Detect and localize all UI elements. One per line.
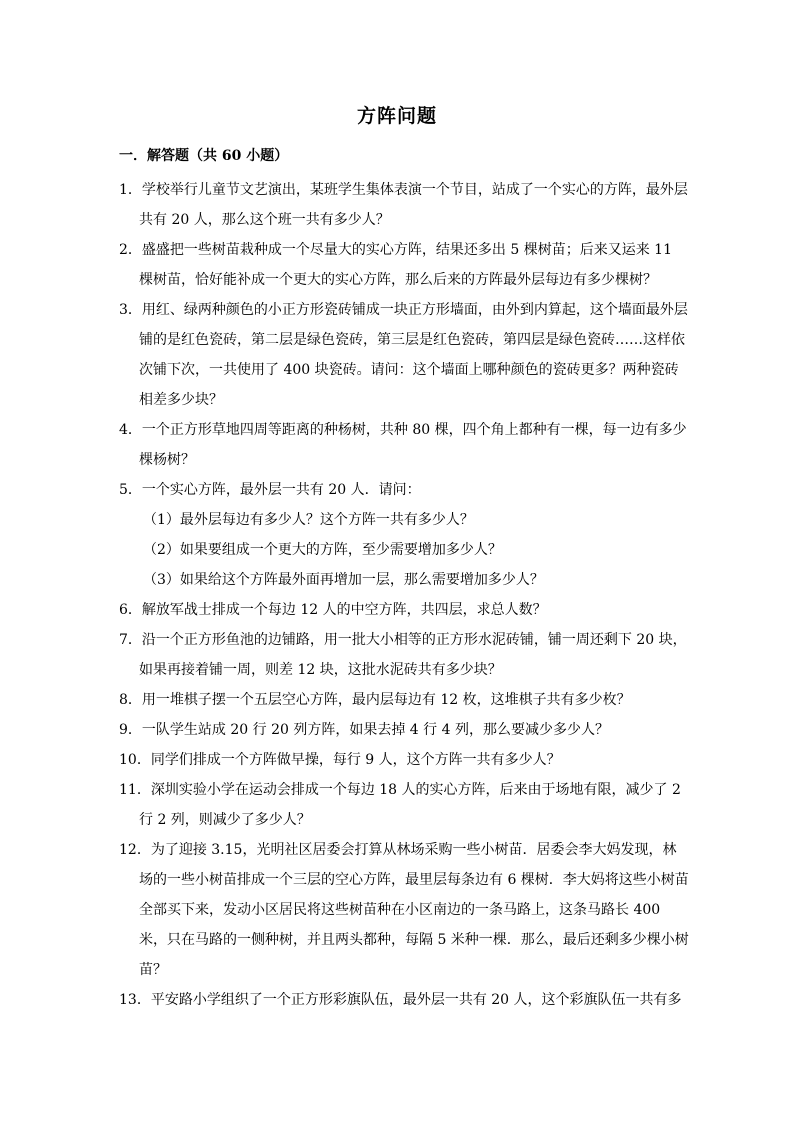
- question-text: 用红、绿两种颜色的小正方形瓷砖铺成一块正方形墙面，由外到内算起，这个墙面最外层铺的是红色瓷砖，第二层是绿色瓷砖，第三层是红色瓷砖，第四层是绿色瓷砖……这样依次铺下次，一共使用了 400 块瓷砖。请问：这个墙面上哪种颜色的瓷砖更多？两种瓷砖相差多少块？: [139, 302, 688, 408]
- question-text: 一个实心方阵，最外层一共有 20 人．请问：: [141, 482, 421, 498]
- question-number: 1．: [119, 182, 142, 198]
- question-number: 7．: [119, 632, 142, 648]
- question-3: [119, 295, 689, 415]
- question-2: [119, 235, 689, 295]
- question-text: 同学们排成一个方阵做早操，每行 9 人，这个方阵一共有多少人？: [150, 752, 561, 768]
- question-number: 4．: [119, 422, 142, 438]
- question-5: [119, 475, 689, 505]
- question-1: [119, 175, 689, 235]
- question-text: 用一堆棋子摆一个五层空心方阵，最内层每边有 12 枚，这堆棋子共有多少枚？: [141, 692, 631, 708]
- question-number: 8．: [119, 692, 142, 708]
- question-number: 2．: [119, 242, 142, 258]
- question-number: 6．: [119, 602, 142, 618]
- question-number: 13．: [119, 992, 151, 1008]
- question-7: [119, 625, 689, 685]
- question-4: [119, 415, 689, 475]
- question-13: [119, 985, 689, 1015]
- question-text: 一队学生站成 20 行 20 列方阵，如果去掉 4 行 4 列，那么要减少多少人？: [141, 722, 609, 738]
- question-12: [119, 835, 689, 985]
- question-5-part-2: （2）如果要组成一个更大的方阵，至少需要增加多少人？: [143, 542, 502, 558]
- section-heading: 一．解答题（共 60 小题）: [119, 148, 289, 164]
- question-9: [119, 715, 689, 745]
- question-text: 学校举行儿童节文艺演出，某班学生集体表演一个节目，站成了一个实心的方阵，最外层共有 20 人，那么这个班一共有多少人？: [139, 182, 688, 228]
- question-text: 深圳实验小学在运动会排成一个每边 18 人的实心方阵，后来由于场地有限，减少了 2 行 2 列，则减少了多少人？: [139, 782, 681, 828]
- question-number: 3．: [119, 302, 142, 318]
- question-11: [119, 775, 689, 835]
- question-8: [119, 685, 689, 715]
- question-number: 9．: [119, 722, 142, 738]
- question-text: 为了迎接 3.15，光明社区居委会打算从林场采购一些小树苗．居委会李大妈发现，林场的一些小树苗排成一个三层的空心方阵，最里层每条边有 6 棵树．李大妈将这些小树苗全部买下来，发动小区居民将这些树苗种在小区南边的一条马路上，这条马路长 400 米，只在马路的一侧种树，并且两头都种，每隔 5 米种一棵．那么，最后还剩多少棵小树苗？: [139, 842, 689, 978]
- question-number: 11．: [119, 782, 151, 798]
- question-10: [119, 745, 689, 775]
- question-list: [119, 175, 689, 1015]
- question-text: 沿一个正方形鱼池的边铺路，用一批大小相等的正方形水泥砖铺，铺一周还剩下 20 块，如果再接着铺一周，则差 12 块，这批水泥砖共有多少块？: [139, 632, 687, 678]
- question-text: 一个正方形草地四周等距离的种杨树，共种 80 棵，四个角上都种有一棵，每一边有多少棵杨树？: [139, 422, 687, 468]
- question-number: 10．: [119, 752, 151, 768]
- question-5-part-3: （3）如果给这个方阵最外面再增加一层，那么需要增加多少人？: [143, 572, 544, 588]
- question-number: 5．: [119, 482, 142, 498]
- question-6: [119, 595, 689, 625]
- question-5-part-1: （1）最外层每边有多少人？这个方阵一共有多少人？: [143, 512, 474, 528]
- question-text: 平安路小学组织了一个正方形彩旗队伍，最外层一共有 20 人，这个彩旗队伍一共有多: [150, 992, 682, 1008]
- page-title: 方阵问题: [356, 105, 437, 127]
- question-text: 盛盛把一些树苗栽种成一个尽量大的实心方阵，结果还多出 5 棵树苗；后来又运来 11 棵树苗，恰好能补成一个更大的实心方阵，那么后来的方阵最外层每边有多少棵树？: [139, 242, 672, 288]
- question-number: 12．: [119, 842, 151, 858]
- question-text: 解放军战士排成一个每边 12 人的中空方阵，共四层，求总人数？: [141, 602, 547, 618]
